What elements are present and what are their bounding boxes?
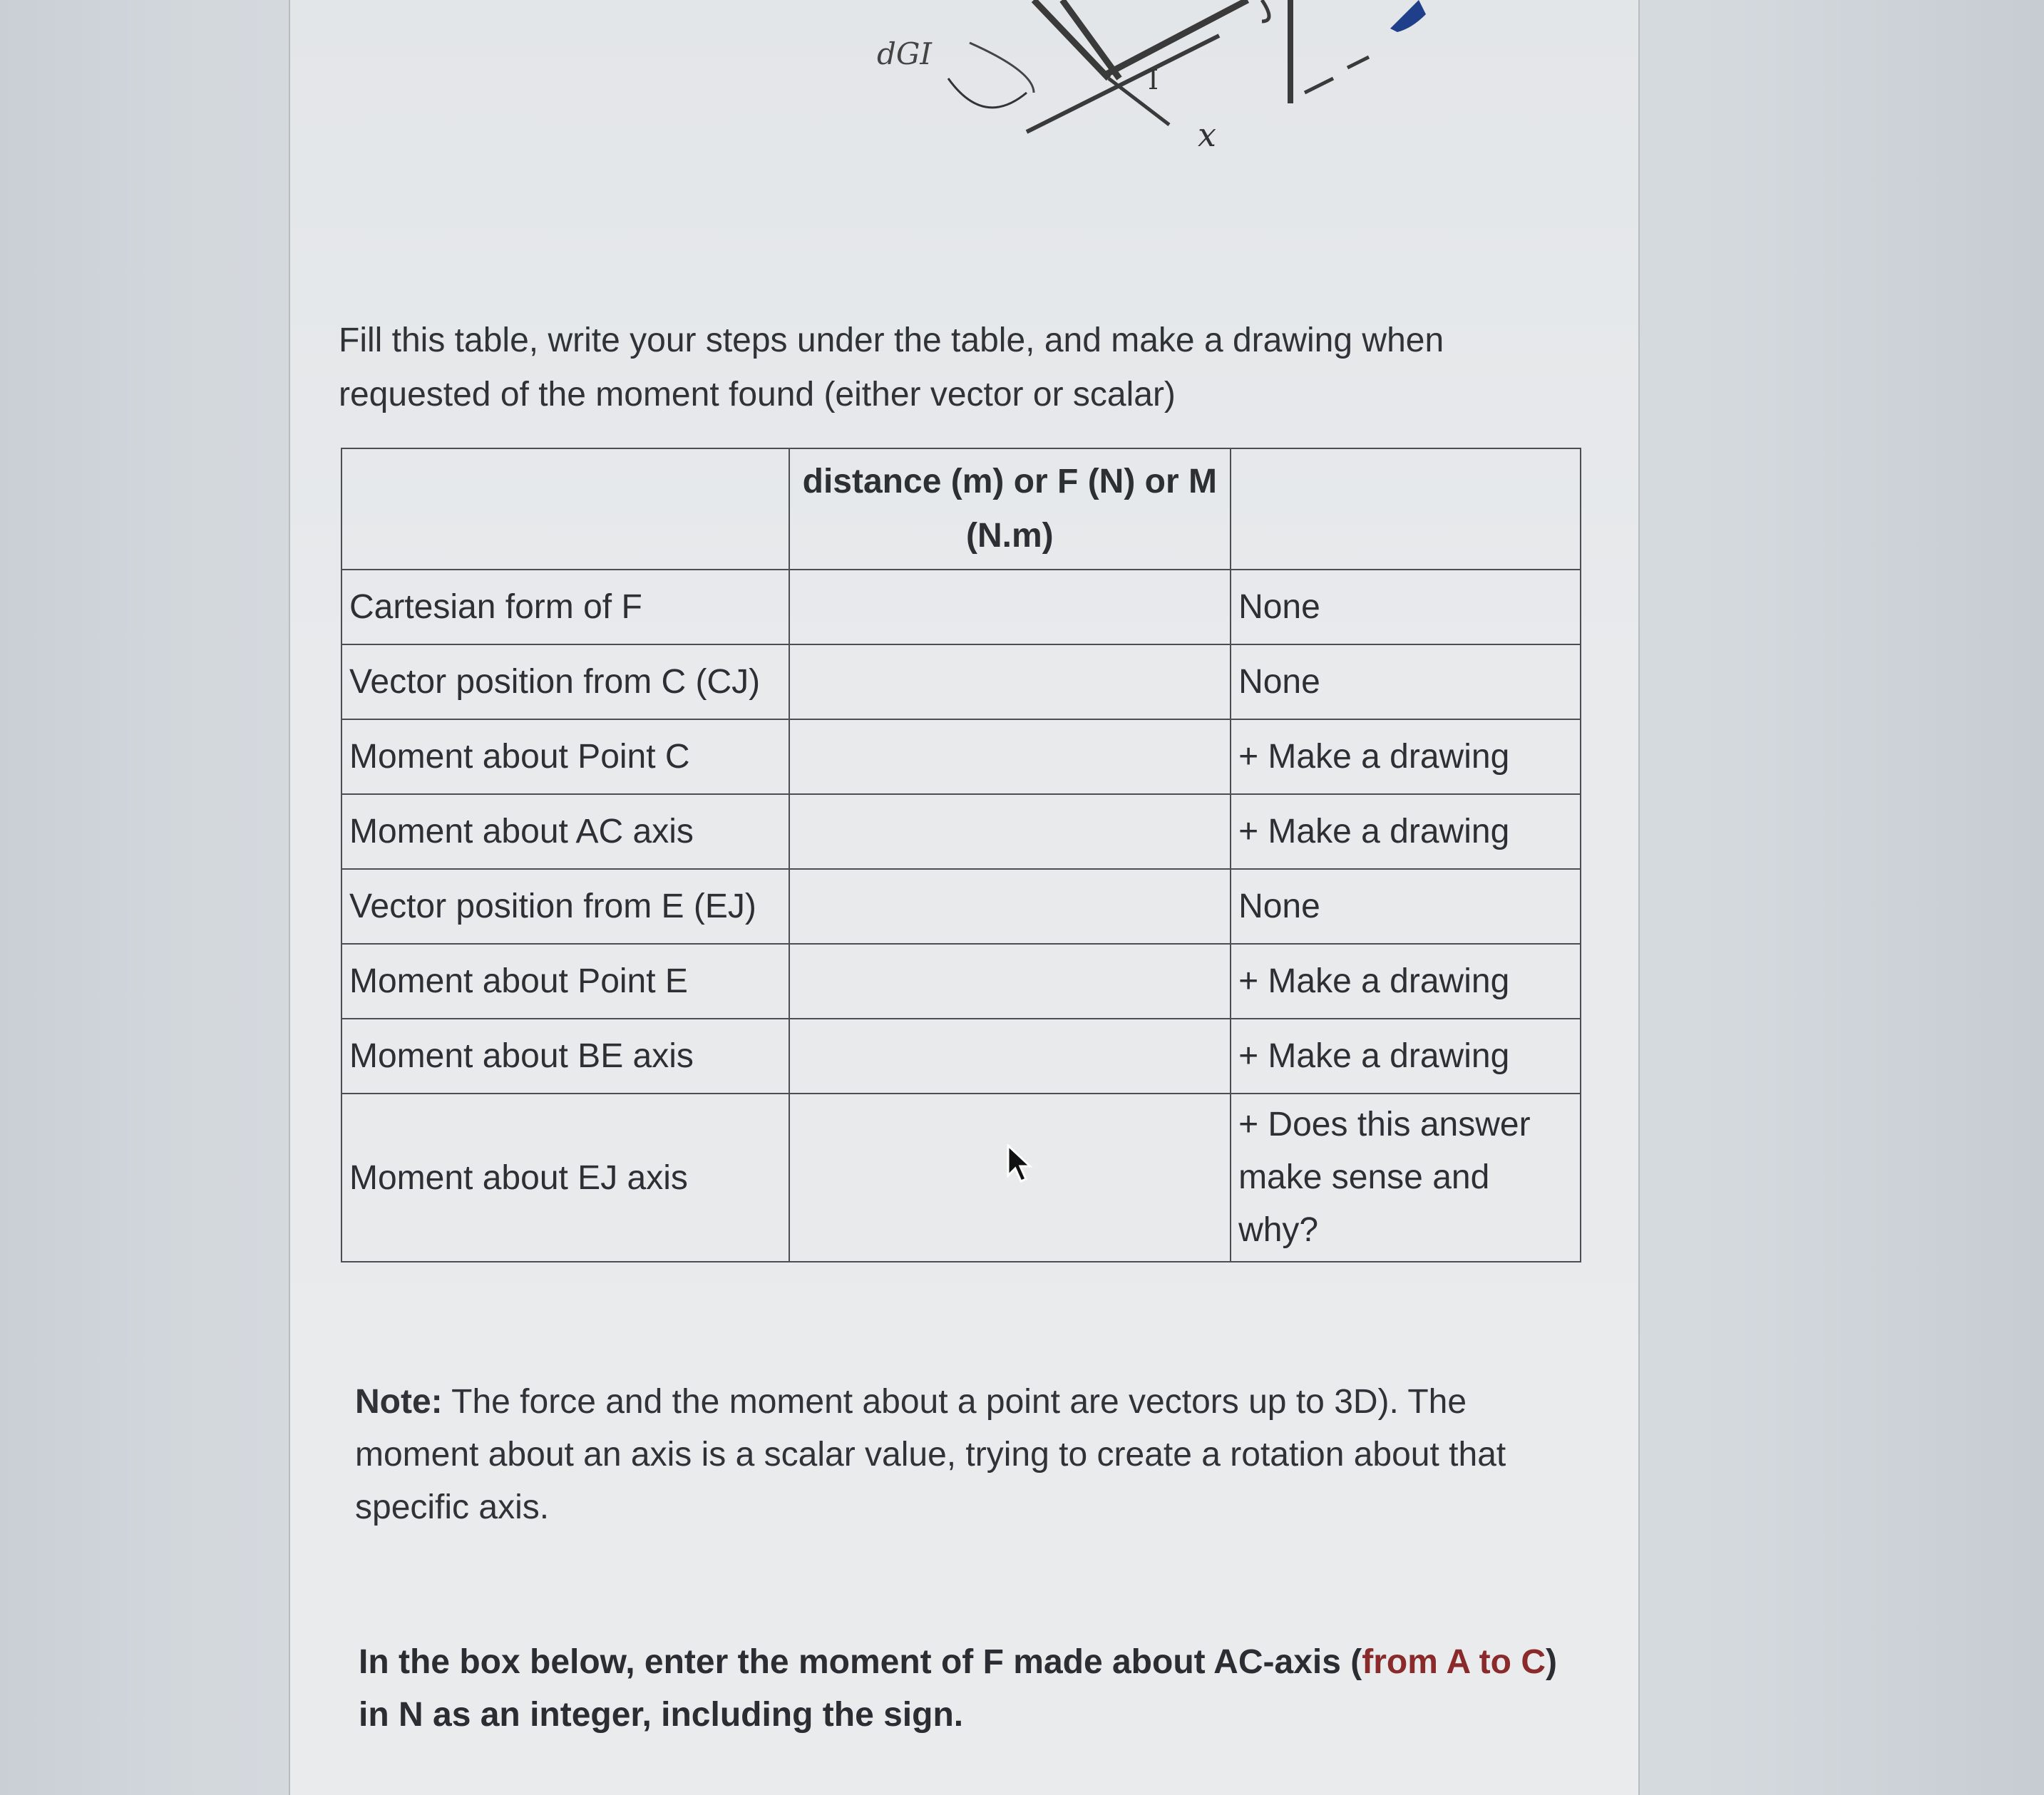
row-label: Moment about BE axis: [341, 1019, 789, 1094]
row-value-cell[interactable]: [789, 944, 1231, 1019]
diagram-label-i: I: [1148, 64, 1159, 96]
table-row: [341, 570, 1581, 644]
diagram-axis-line: [1027, 36, 1219, 132]
task-highlight: from A to C: [1362, 1643, 1546, 1681]
diagram-arrow: [970, 43, 1034, 93]
diagram-hook: [1262, 0, 1269, 21]
table-header-value: distance (m) or F (N) or M (N.m): [789, 448, 1231, 570]
table-row: [341, 794, 1581, 869]
table-row: [341, 1094, 1581, 1262]
row-note: + Make a drawing: [1231, 1019, 1581, 1094]
table-row: [341, 944, 1581, 1019]
row-value-cell[interactable]: [789, 869, 1231, 944]
diagram-axis-x: [1109, 78, 1169, 125]
hand-drawn-diagram: [820, 0, 1462, 171]
table-header-empty-2: [1231, 448, 1581, 570]
table-header-row: [341, 448, 1581, 570]
task-instruction: [359, 1636, 1571, 1742]
diagram-label-x: x: [1198, 115, 1216, 154]
row-label: Moment about Point E: [341, 944, 789, 1019]
table-row: [341, 719, 1581, 794]
row-value-cell[interactable]: [789, 794, 1231, 869]
diagram-label-dgi: dGI: [877, 36, 933, 71]
diagram-curve: [948, 78, 1027, 108]
table-header-empty-1: [341, 448, 789, 570]
diagram-dashed: [1305, 57, 1369, 93]
row-note: None: [1231, 869, 1581, 944]
table-row: [341, 1019, 1581, 1094]
row-note: + Make a drawing: [1231, 944, 1581, 1019]
diagram-svg: [820, 0, 1462, 171]
row-value-cell[interactable]: [789, 719, 1231, 794]
note-paragraph: [355, 1376, 1567, 1534]
row-label: Vector position from C (CJ): [341, 644, 789, 719]
row-label: Cartesian form of F: [341, 570, 789, 644]
row-value-cell[interactable]: [789, 570, 1231, 644]
mouse-cursor-icon: [1005, 1144, 1034, 1184]
note-text: The force and the moment about a point are vectors up to 3D). The moment about an axis is a scalar value, trying to create a rotation about that specific axis.: [355, 1383, 1506, 1526]
row-note: None: [1231, 570, 1581, 644]
table-row: [341, 869, 1581, 944]
row-note: + Make a drawing: [1231, 794, 1581, 869]
row-label: Moment about EJ axis: [341, 1094, 789, 1262]
diagram-blue-ink: [1390, 0, 1426, 32]
task-text-2: ) in N as an integer, including the sign.: [359, 1643, 1557, 1734]
row-note: None: [1231, 644, 1581, 719]
task-text-1: In the box below, enter the moment of F made about AC-axis (: [359, 1643, 1362, 1681]
row-note: + Make a drawing: [1231, 719, 1581, 794]
instructions-text: Fill this table, write your steps under the table, and make a drawing when requested of the moment found (either vector or scalar): [339, 322, 1444, 413]
row-label: Vector position from E (EJ): [341, 869, 789, 944]
diagram-member-3: [1105, 0, 1248, 75]
table-row: [341, 644, 1581, 719]
row-label: Moment about AC axis: [341, 794, 789, 869]
row-value-cell[interactable]: [789, 644, 1231, 719]
row-note: + Does this answer make sense and why?: [1231, 1094, 1581, 1262]
moment-table: [341, 448, 1581, 1262]
note-label: Note:: [355, 1383, 443, 1421]
row-label: Moment about Point C: [341, 719, 789, 794]
row-value-cell[interactable]: [789, 1019, 1231, 1094]
